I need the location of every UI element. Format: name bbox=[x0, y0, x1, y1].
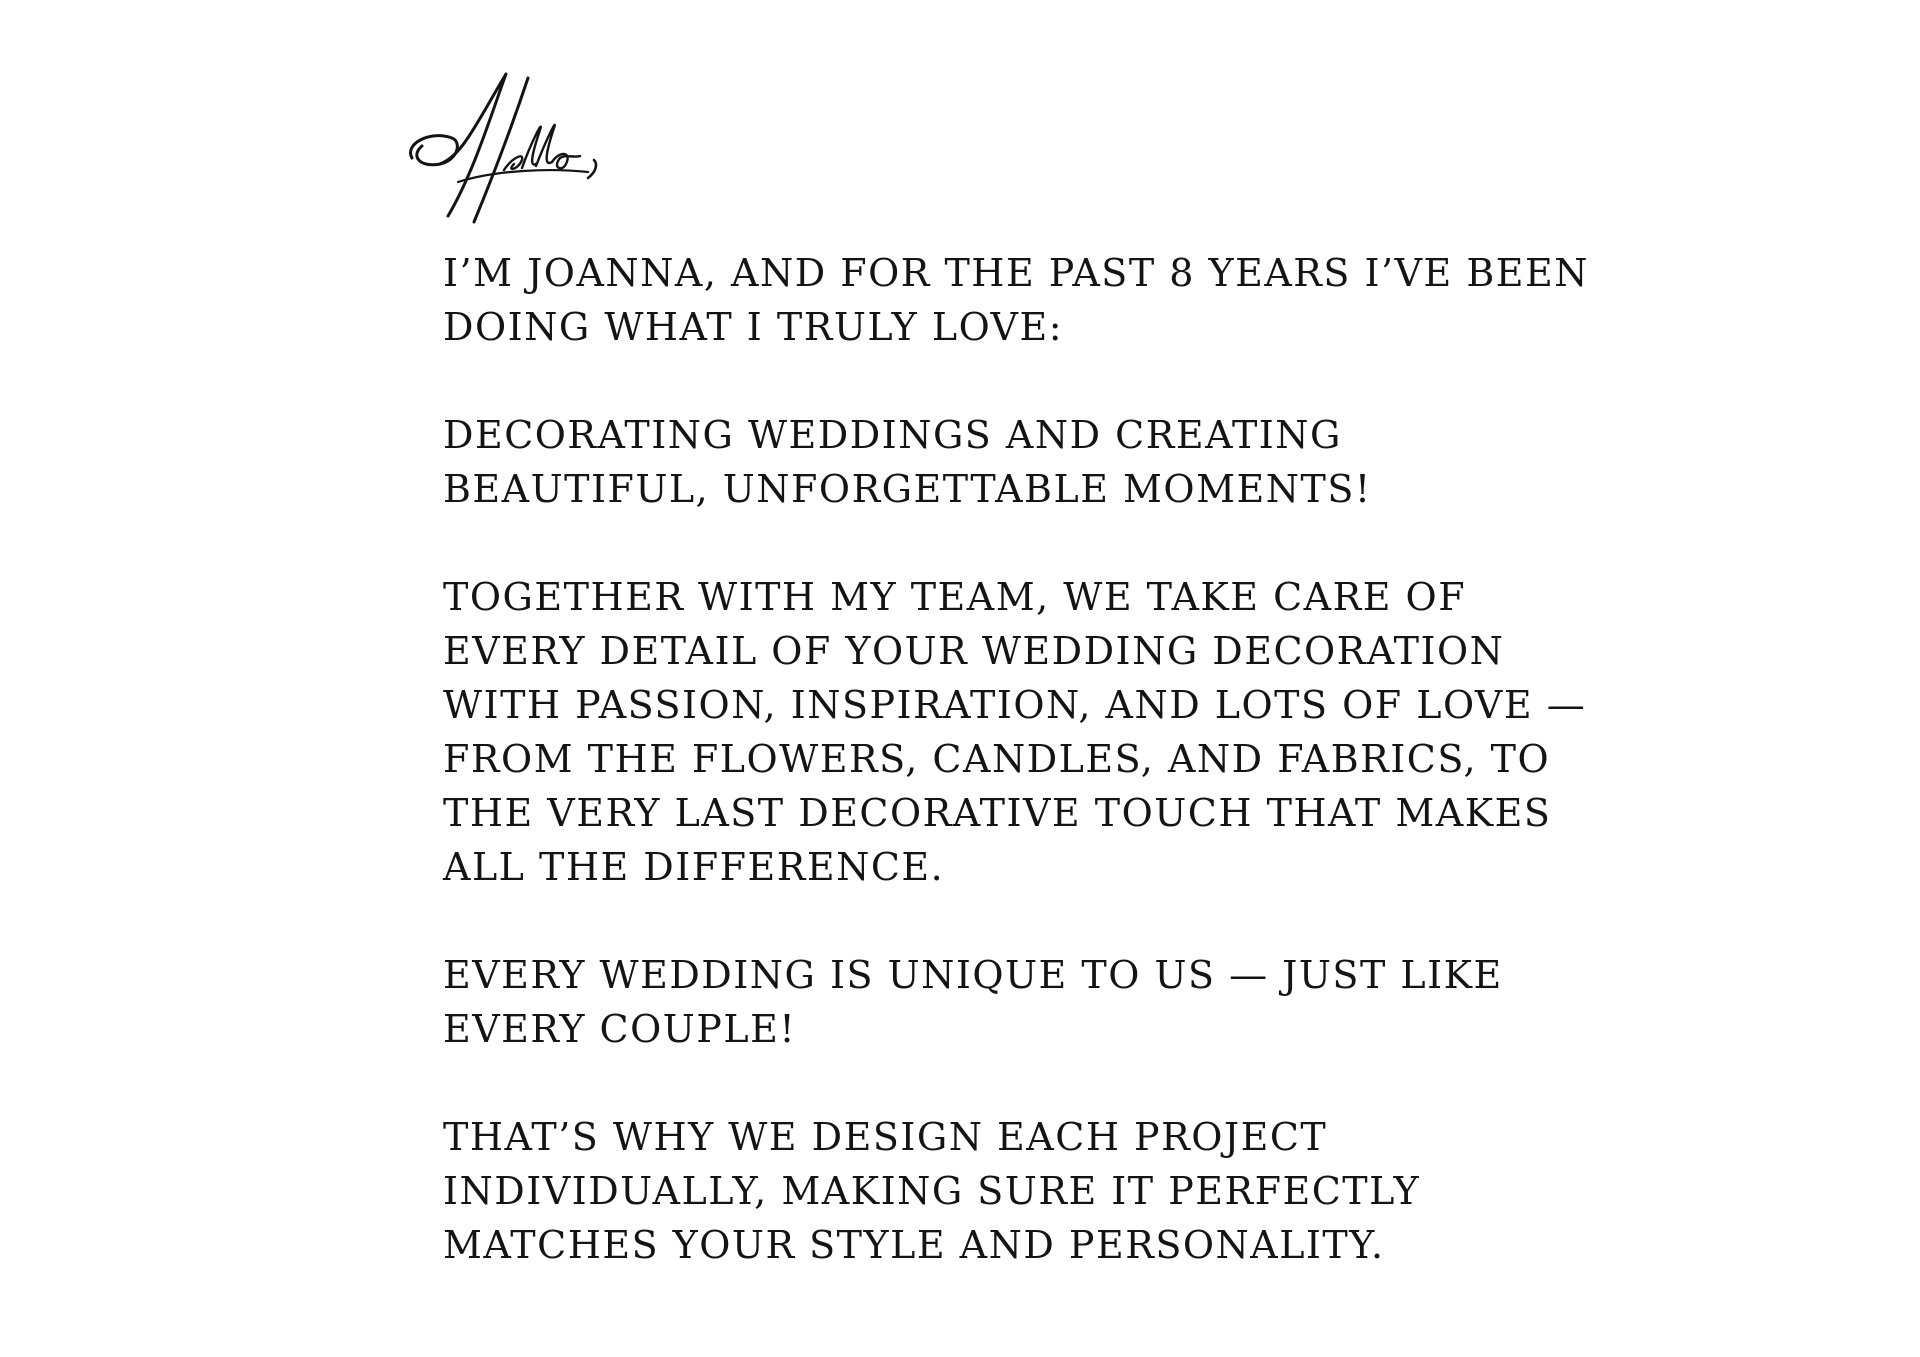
paragraph-decorating bbox=[443, 408, 1543, 516]
text-line: EVERY COUPLE! bbox=[443, 1007, 797, 1051]
text-line: DECORATING WEDDINGS AND CREATING bbox=[443, 413, 1342, 457]
text-line: EVERY WEDDING IS UNIQUE TO US — JUST LIKE bbox=[443, 953, 1503, 997]
intro-text bbox=[443, 246, 1589, 1326]
text-line: TOGETHER WITH MY TEAM, WE TAKE CARE OF bbox=[443, 575, 1467, 619]
paragraph-intro bbox=[443, 246, 1589, 354]
text-line: I’M JOANNA, AND FOR THE PAST 8 YEARS I’VE BEEN bbox=[443, 251, 1589, 295]
text-line: FROM THE FLOWERS, CANDLES, AND FABRICS, TO bbox=[443, 737, 1551, 781]
paragraph-team bbox=[443, 570, 1587, 894]
text-line: THAT’S WHY WE DESIGN EACH PROJECT bbox=[443, 1115, 1328, 1159]
text-line: DOING WHAT I TRULY LOVE: bbox=[443, 305, 1064, 349]
text-line: WITH PASSION, INSPIRATION, AND LOTS OF LOVE — bbox=[443, 683, 1587, 727]
greeting-script bbox=[400, 60, 640, 240]
text-line: ALL THE DIFFERENCE. bbox=[443, 845, 945, 889]
paragraph-design bbox=[443, 1110, 1543, 1272]
text-line: INDIVIDUALLY, MAKING SURE IT PERFECTLY bbox=[443, 1169, 1421, 1213]
text-line: BEAUTIFUL, UNFORGETTABLE MOMENTS! bbox=[443, 467, 1372, 511]
text-line: EVERY DETAIL OF YOUR WEDDING DECORATION bbox=[443, 629, 1505, 673]
text-line: MATCHES YOUR STYLE AND PERSONALITY. bbox=[443, 1223, 1385, 1267]
paragraph-unique bbox=[443, 948, 1543, 1056]
text-line: THE VERY LAST DECORATIVE TOUCH THAT MAKES bbox=[443, 791, 1552, 835]
hello-script-lettering bbox=[400, 60, 640, 240]
